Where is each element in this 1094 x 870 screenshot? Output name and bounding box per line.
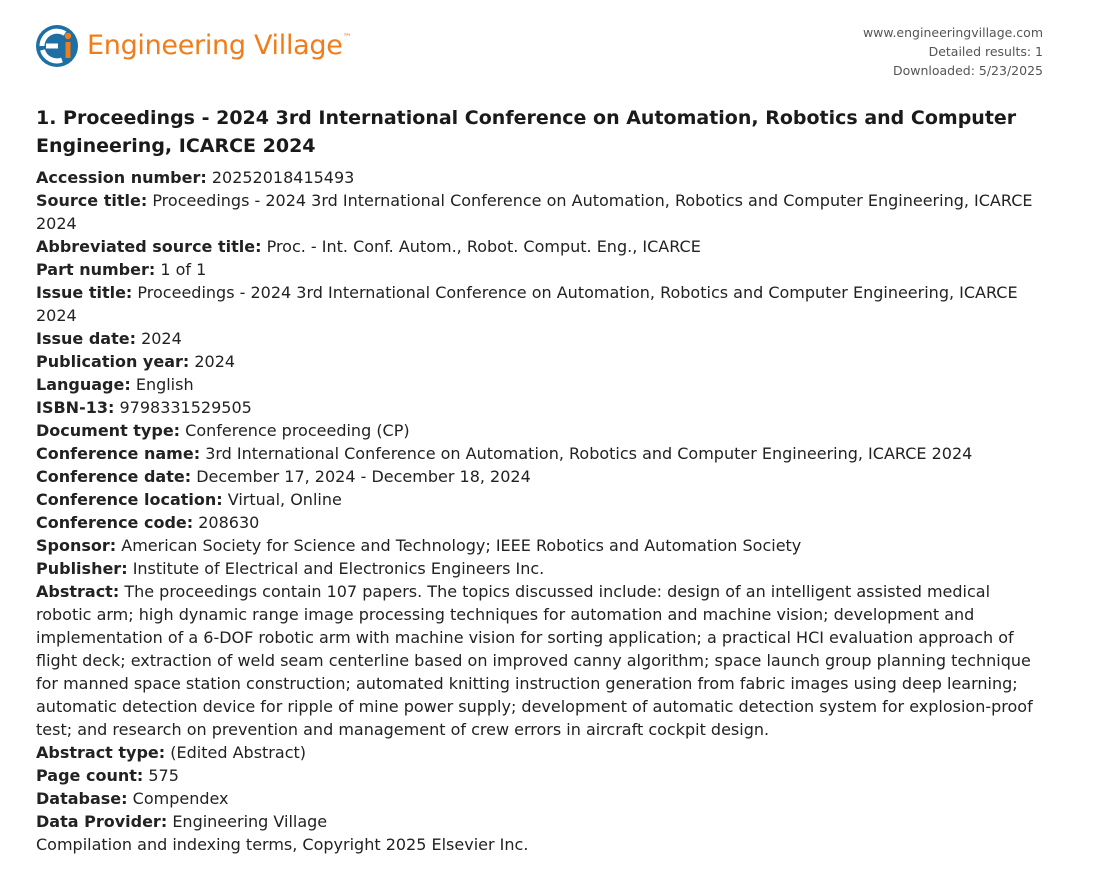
field-value: 1 of 1 bbox=[160, 260, 207, 279]
field-label: Part number: bbox=[36, 260, 156, 279]
field-value: 2024 bbox=[141, 329, 182, 348]
field-label: Issue date: bbox=[36, 329, 136, 348]
download-date: Downloaded: 5/23/2025 bbox=[892, 63, 1043, 78]
field-document-type bbox=[36, 419, 1048, 442]
field-value: English bbox=[135, 375, 194, 394]
field-label: Source title: bbox=[36, 191, 148, 210]
field-value: Engineering Village bbox=[172, 812, 328, 831]
field-value: 208630 bbox=[198, 513, 260, 532]
field-label: Database: bbox=[36, 789, 128, 808]
field-label: Accession number: bbox=[36, 168, 207, 187]
field-publication-year bbox=[36, 350, 1048, 373]
field-value: American Society for Science and Technology; IEEE Robotics and Automation Society bbox=[121, 536, 802, 555]
field-label: Publication year: bbox=[36, 352, 190, 371]
field-conference-date bbox=[36, 465, 1048, 488]
field-sponsor bbox=[36, 534, 1048, 557]
field-label: Abstract: bbox=[36, 582, 120, 601]
field-issue-title bbox=[36, 281, 1048, 327]
field-label: Page count: bbox=[36, 766, 144, 785]
field-conference-code bbox=[36, 511, 1048, 534]
detailed-results-count: Detailed results: 1 bbox=[928, 44, 1043, 59]
field-abstract bbox=[36, 580, 1048, 741]
field-label: Issue title: bbox=[36, 283, 133, 302]
field-publisher bbox=[36, 557, 1048, 580]
field-label: Conference location: bbox=[36, 490, 223, 509]
field-label: Publisher: bbox=[36, 559, 128, 578]
ev-logo-icon bbox=[35, 24, 79, 68]
trademark-mark: ™ bbox=[342, 33, 352, 43]
engineering-village-logo bbox=[35, 24, 351, 68]
field-page-count bbox=[36, 764, 1048, 787]
field-value: Proc. - Int. Conf. Autom., Robot. Comput. Eng., ICARCE bbox=[266, 237, 701, 256]
field-value: (Edited Abstract) bbox=[170, 743, 306, 762]
field-abstract-type bbox=[36, 741, 1048, 764]
field-value: December 17, 2024 - December 18, 2024 bbox=[196, 467, 531, 486]
field-label: Language: bbox=[36, 375, 131, 394]
field-value: 20252018415493 bbox=[211, 168, 355, 187]
field-label: Conference name: bbox=[36, 444, 201, 463]
field-value: Institute of Electrical and Electronics Engineers Inc. bbox=[132, 559, 545, 578]
field-part-number bbox=[36, 258, 1048, 281]
record-fields bbox=[36, 166, 1048, 833]
field-value: Compendex bbox=[132, 789, 229, 808]
field-label: Abbreviated source title: bbox=[36, 237, 262, 256]
field-source-title bbox=[36, 189, 1048, 235]
field-label: Abstract type: bbox=[36, 743, 166, 762]
field-conference-location bbox=[36, 488, 1048, 511]
field-label: Conference code: bbox=[36, 513, 194, 532]
field-value: Proceedings - 2024 3rd International Conference on Automation, Robotics and Computer Engineering, ICARCE 2024 bbox=[36, 191, 1033, 233]
field-value: 9798331529505 bbox=[119, 398, 252, 417]
field-database bbox=[36, 787, 1048, 810]
field-value: Virtual, Online bbox=[227, 490, 342, 509]
field-conference-name bbox=[36, 442, 1048, 465]
brand-name: Engineering Village™ bbox=[87, 30, 352, 61]
field-value: Conference proceeding (CP) bbox=[185, 421, 410, 440]
record-content bbox=[36, 104, 1048, 856]
field-label: ISBN-13: bbox=[36, 398, 115, 417]
field-value: Proceedings - 2024 3rd International Conference on Automation, Robotics and Computer Engineering, ICARCE 2024 bbox=[36, 283, 1018, 325]
field-value: The proceedings contain 107 papers. The topics discussed include: design of an intelligent assisted medical robotic arm; high dynamic range image processing techniques for automation and machine vision; development and implementation of a 6-DOF robotic arm with machine vision for sorting application; a practical HCI evaluation approach of flight deck; extraction of weld seam centerline based on improved canny algorithm; space launch group planning technique for manned space station construction; automated knitting instruction generation from fabric images using deep learning; automatic detection device for ripple of mine power supply; development of automatic detection system for explosion-proof test; and research on prevention and management of crew errors in aircraft cockpit design. bbox=[36, 582, 1033, 739]
field-value: 2024 bbox=[194, 352, 236, 371]
field-label: Data Provider: bbox=[36, 812, 168, 831]
field-issue-date bbox=[36, 327, 1048, 350]
header-meta bbox=[863, 23, 1043, 80]
field-value: 3rd International Conference on Automation, Robotics and Computer Engineering, ICARCE 2024 bbox=[205, 444, 973, 463]
field-language bbox=[36, 373, 1048, 396]
field-accession-number bbox=[36, 166, 1048, 189]
field-data-provider bbox=[36, 810, 1048, 833]
site-url: www.engineeringvillage.com bbox=[862, 25, 1043, 40]
field-value: 575 bbox=[148, 766, 179, 785]
page-header bbox=[0, 0, 1094, 90]
record-title: 1. Proceedings - 2024 3rd International Conference on Automation, Robotics and Computer Engineering, ICARCE 2024 bbox=[36, 107, 1017, 157]
field-isbn-13 bbox=[36, 396, 1048, 419]
field-label: Sponsor: bbox=[36, 536, 117, 555]
field-label: Conference date: bbox=[36, 467, 192, 486]
field-label: Document type: bbox=[36, 421, 181, 440]
copyright-notice: Compilation and indexing terms, Copyright 2025 Elsevier Inc. bbox=[36, 835, 529, 854]
field-abbreviated-source-title bbox=[36, 235, 1048, 258]
